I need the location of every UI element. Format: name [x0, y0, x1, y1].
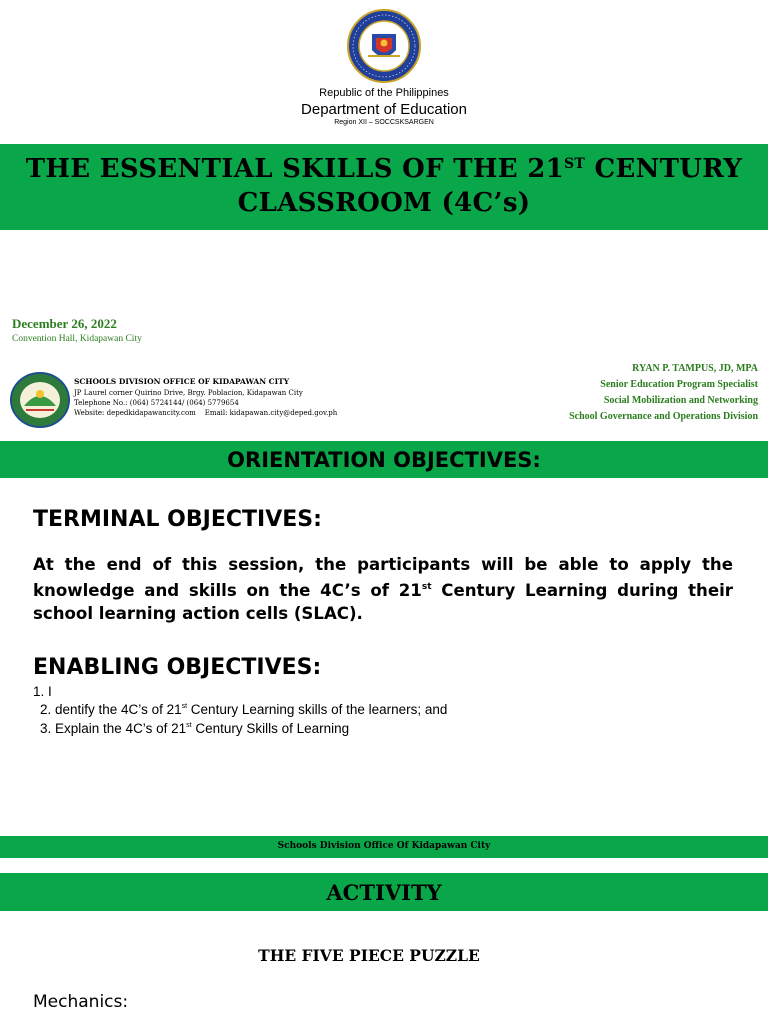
objectives-heading: ORIENTATION OBJECTIVES:	[227, 448, 541, 472]
event-date: December 26, 2022	[12, 316, 117, 331]
sdo-name: SCHOOLS DIVISION OFFICE OF KIDAPAWAN CITY	[74, 377, 290, 386]
signatory-title-1: Senior Education Program Specialist	[600, 379, 758, 390]
deped-seal-icon	[346, 8, 422, 84]
sdo-kidapawan-seal-icon	[10, 372, 70, 428]
republic-label: Republic of the Philippines	[319, 87, 449, 99]
page-title-line-1: THE ESSENTIAL SKILLS OF THE 21ST CENTURY	[25, 154, 743, 184]
signatory-title-2: Social Mobilization and Networking	[603, 395, 758, 406]
terminal-objectives-heading: TERMINAL OBJECTIVES:	[33, 507, 322, 532]
sdo-address: JP Laurel corner Quirino Drive, Brgy. Poblacion, Kidapawan City	[74, 389, 303, 397]
department-label: Department of Education	[301, 101, 467, 118]
list-item: 2. dentify the 4C’s of 21st Century Learning skills of the learners; and	[40, 702, 448, 717]
signatory-title-3: School Governance and Operations Division	[569, 411, 758, 422]
list-item: 1. I	[33, 684, 52, 699]
region-label: Region XII – SOCCSKSARGEN	[334, 119, 434, 126]
terminal-objectives-text: At the end of this session, the participants will be able to apply the knowledge and skills on the 4C’s of 21st Century Learning during their school learning action cells (SLAC).	[33, 555, 733, 623]
signatory-name: RYAN P. TAMPUS, JD, MPA	[632, 363, 758, 374]
activity-subtitle: THE FIVE PIECE PUZZLE	[258, 946, 480, 965]
mechanics-label: Mechanics:	[33, 992, 129, 1012]
footer-text: Schools Division Office Of Kidapawan City	[277, 841, 491, 851]
sdo-website-email: Website: depedkidapawancity.com Email: kidapawan.city@deped.gov.ph	[74, 409, 338, 417]
enabling-objectives-heading: ENABLING OBJECTIVES:	[33, 655, 322, 680]
sdo-telephone: Telephone No.: (064) 5724144/ (064) 5779654	[74, 399, 239, 407]
page-title-line-2: CLASSROOM (4C’s)	[237, 188, 531, 218]
event-venue: Convention Hall, Kidapawan City	[12, 334, 142, 344]
list-item: 3. Explain the 4C’s of 21st Century Skills of Learning	[40, 721, 350, 736]
activity-heading: ACTIVITY	[326, 880, 442, 905]
